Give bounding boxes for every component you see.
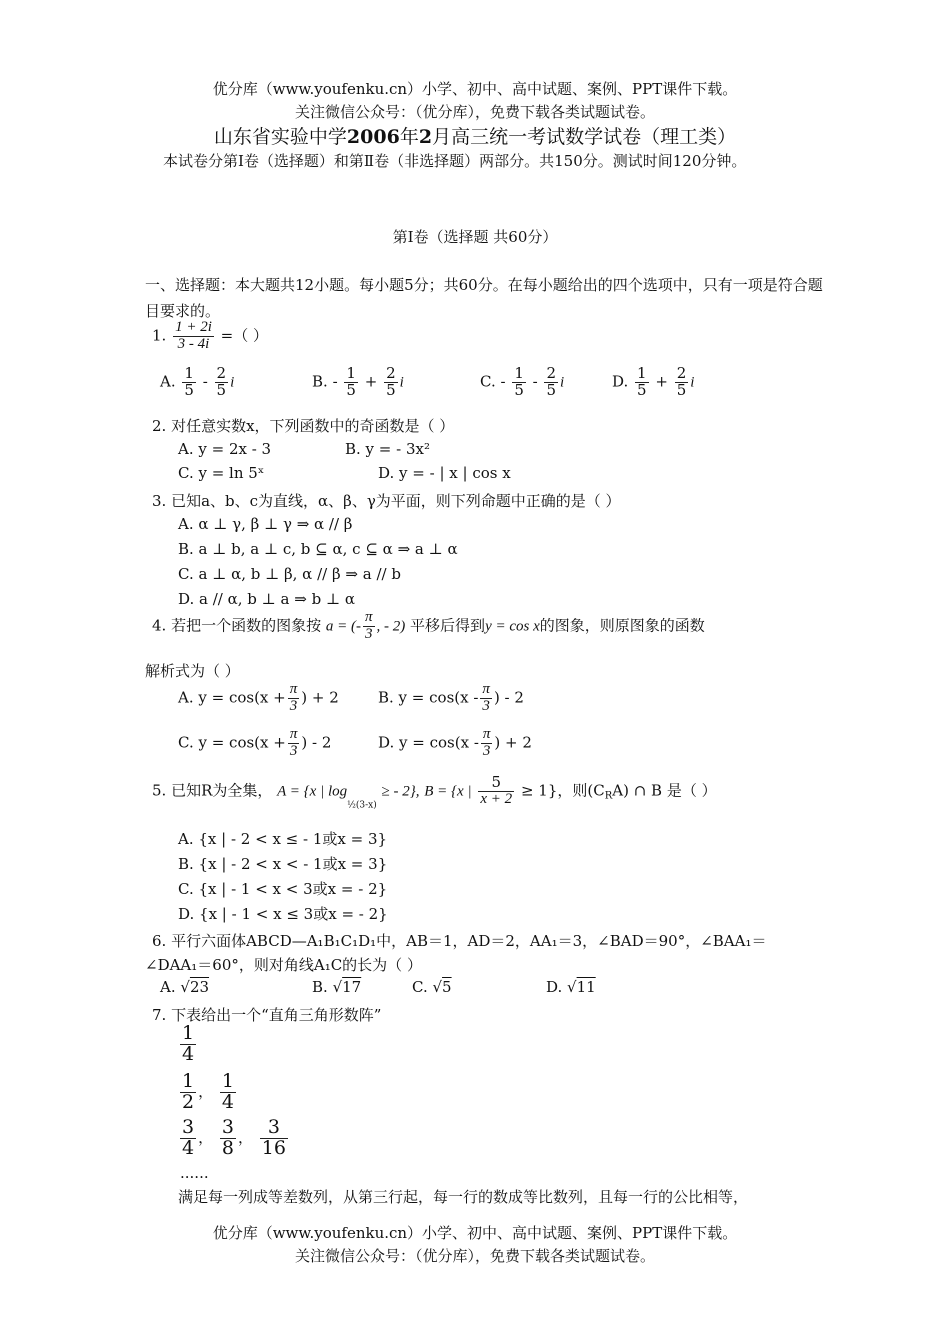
q1-option-c: C. - $\frac{1}{5}$ - $\frac{2}{5}$ i: [480, 364, 565, 399]
intro-text: 本试卷分第Ⅰ卷（选择题）和第Ⅱ卷（非选择题）两部分。共150分。测试时间120分钟。: [163, 152, 747, 170]
triangle-row-2: $\frac{1}{2}$ ， $\frac{1}{4}$: [182, 1070, 234, 1113]
header-line-2: 关注微信公众号：（优分库），免费下载各类试题试卷。: [294, 103, 655, 121]
question-3: 3. 已知a、b、c为直线，α、β、γ为平面，则下列命题中正确的是（ ）: [152, 492, 621, 510]
q1-option-b: B. - $\frac{1}{5}$ + $\frac{2}{5}$ i: [312, 364, 404, 399]
q5-option-d: D. {x | - 1 < x ≤ 3或x = - 2}: [178, 905, 388, 923]
question-1: 1. $\frac{1 + 2i}{3 - 4i}$ =（ ）: [152, 319, 269, 352]
triangle-row-1: $\frac{1}{4}$: [182, 1022, 195, 1065]
section-title: 第Ⅰ卷（选择题 共60分）: [392, 228, 558, 246]
q5-option-c: C. {x | - 1 < x < 3或x = - 2}: [178, 880, 388, 898]
q4-option-b: B. y = cos(x - $\frac{\pi}{3}$ ) - 2: [378, 681, 524, 714]
triangle-dots: ......: [180, 1164, 209, 1182]
question-2: 2. 对任意实数x，下列函数中的奇函数是（ ）: [152, 417, 455, 435]
question-6: 6. 平行六面体ABCD—A₁B₁C₁D₁中，AB＝1，AD＝2，AA₁＝3，∠BAD＝90°，∠BAA₁＝: [152, 932, 767, 950]
q3-option-b: B. a ⊥ b, a ⊥ c, b ⊆ α, c ⊆ α ⇒ a ⊥ α: [178, 540, 458, 558]
header-line-1: 优分库（www.youfenku.cn）小学、初中、高中试题、案例、PPT课件下载。: [212, 80, 738, 98]
q6-option-b: B. √17: [312, 978, 362, 996]
q3-option-a: A. α ⊥ γ, β ⊥ γ ⇒ α // β: [178, 515, 353, 533]
q2-option-b: B. y = - 3x²: [345, 440, 430, 458]
q2-option-a: A. y = 2x - 3: [178, 440, 272, 458]
page-title: 山东省实验中学2006年2月高三统一考试数学试卷（理工类）: [213, 126, 737, 148]
footer-line-2: 关注微信公众号：（优分库），免费下载各类试题试卷。: [294, 1247, 655, 1265]
q6-option-c: C. √5: [412, 978, 452, 996]
q6-option-d: D. √11: [546, 978, 596, 996]
question-4-line-2: 解析式为（ ）: [145, 662, 240, 680]
q5-option-b: B. {x | - 2 < x < - 1或x = 3}: [178, 855, 388, 873]
q4-option-c: C. y = cos(x + $\frac{\pi}{3}$ ) - 2: [178, 726, 332, 759]
q3-option-d: D. a // α, b ⊥ a ⇒ b ⊥ α: [178, 590, 355, 608]
q2-option-d: D. y = - | x | cos x: [378, 464, 511, 482]
q4-option-a: A. y = cos(x + $\frac{\pi}{3}$ ) + 2: [178, 681, 339, 714]
q2-option-c: C. y = ln 5ˣ: [178, 464, 265, 482]
q6-option-a: A. √23: [160, 978, 210, 996]
instructions: 一、选择题：本大题共12小题。每小题5分；共60分。在每小题给出的四个选项中，只有一项是符合题目要求的。: [145, 276, 823, 320]
q5-option-a: A. {x | - 2 < x ≤ - 1或x = 3}: [178, 830, 388, 848]
question-7-tail: 满足每一列成等差数列，从第三行起，每一行的数成等比数列，且每一行的公比相等，: [178, 1188, 749, 1206]
footer-line-1: 优分库（www.youfenku.cn）小学、初中、高中试题、案例、PPT课件下载。: [212, 1224, 738, 1242]
question-6-line-2: ∠DAA₁＝60°，则对角线A₁C的长为（ ）: [145, 956, 422, 974]
triangle-row-3: $\frac{3}{4}$ ， $\frac{3}{8}$ ， $\frac{3}{16}$: [182, 1116, 286, 1159]
q1-option-a: A. $\frac{1}{5}$ - $\frac{2}{5}$ i: [160, 364, 235, 399]
question-5: 5. 已知R为全集， A = {x | $\log_{\frac{1}{2}(3-x)}$ ≥ - 2}, B = {x | $\frac{5}{x + 2}$ ≥ 1}，则$(C_RA)$ ∩ B 是（ ）: [152, 773, 717, 811]
q3-option-c: C. a ⊥ α, b ⊥ β, α // β ⇒ a // b: [178, 565, 401, 583]
question-4: 4. 若把一个函数的图象按 a = (- $\frac{\pi}{3}$ , - 2) 平移后得到y = cos x的图象，则原图象的函数: [152, 609, 705, 642]
q4-option-d: D. y = cos(x - $\frac{\pi}{3}$ ) + 2: [378, 726, 532, 759]
q1-option-d: D. $\frac{1}{5}$ + $\frac{2}{5}$ i: [612, 364, 695, 399]
question-7: 7. 下表给出一个“直角三角形数阵”: [152, 1006, 382, 1024]
